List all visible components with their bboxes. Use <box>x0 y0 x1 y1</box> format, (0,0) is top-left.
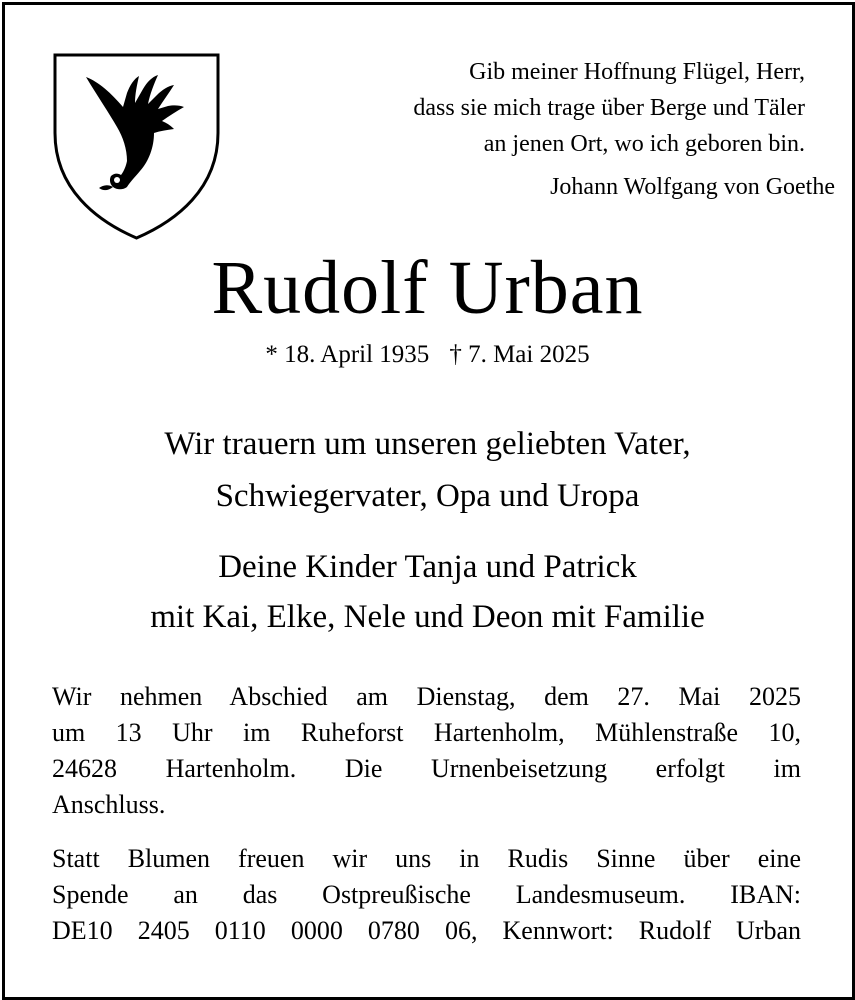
mourning-line: Schwiegervater, Opa und Uropa <box>215 478 640 514</box>
donation-notice <box>52 841 801 949</box>
family-line: Deine Kinder Tanja und Patrick <box>218 549 637 585</box>
donation-line: DE10 2405 0110 0000 0780 06, Kennwort: Rudolf Urban <box>52 916 801 945</box>
farewell-line: um 13 Uhr im Ruheforst Hartenholm, Mühlenstraße 10, <box>52 718 801 747</box>
donation-line: Spende an das Ostpreußische Landesmuseum. IBAN: <box>52 880 801 909</box>
quote-line: dass sie mich trage über Berge und Täler <box>413 95 805 121</box>
quote-line: Gib meiner Hoffnung Flügel, Herr, <box>469 59 805 85</box>
quote-line: an jenen Ort, wo ich geboren bin. <box>483 131 805 157</box>
donation-line: Statt Blumen freuen wir uns in Rudis Sinne über eine <box>52 844 801 873</box>
family-signature <box>0 542 855 642</box>
death-date: † 7. Mai 2025 <box>449 341 590 368</box>
mourning-line: Wir trauern um unseren geliebten Vater, <box>164 426 691 462</box>
mourning-statement <box>0 418 855 522</box>
farewell-line: 24628 Hartenholm. Die Urnenbeisetzung erfolgt im <box>52 754 801 783</box>
birth-date: * 18. April 1935 <box>265 341 430 368</box>
quote <box>245 54 805 162</box>
deceased-name: Rudolf Urban <box>211 246 644 330</box>
quote-author: Johann Wolfgang von Goethe <box>550 174 835 200</box>
life-dates <box>0 338 855 372</box>
farewell-line: Anschluss. <box>52 790 166 819</box>
farewell-line: Wir nehmen Abschied am Dienstag, dem 27. Mai 2025 <box>52 682 801 711</box>
farewell-notice <box>52 679 801 823</box>
family-line: mit Kai, Elke, Nele und Deon mit Familie <box>150 599 705 635</box>
elk-antler-coat-of-arms-icon <box>51 49 222 242</box>
